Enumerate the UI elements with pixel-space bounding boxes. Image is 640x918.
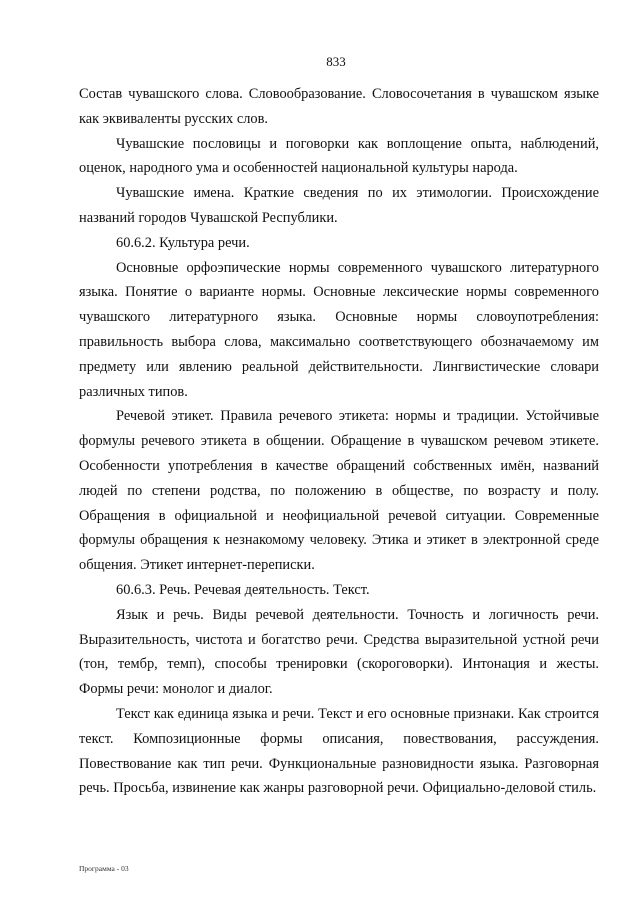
paragraph-names: Чувашские имена. Краткие сведения по их этимологии. Происхождение названий городов Чувашской Республики. [79, 185, 599, 226]
page-number: 833 [326, 54, 346, 69]
paragraph-word-formation: Состав чувашского слова. Словообразование. Словосочетания в чувашском языке как эквиваленты русских слов. [79, 86, 599, 127]
footer-note: Программа - 03 [79, 864, 129, 873]
paragraph-text-as-unit: Текст как единица языка и речи. Текст и его основные признаки. Как строится текст. Композиционные формы описания, повествования, рассуждения. Повествование как тип речи. Функциональные разновидности языка. Разговорная речь. Просьба, извинение как жанры разговорной речи. Официально-деловой стиль. [79, 705, 599, 797]
section-heading-speech-culture: 60.6.2. Культура речи. [116, 234, 250, 251]
paragraph-orthoepic-norms: Основные орфоэпические нормы современного чувашского литературного языка. Понятие о варианте нормы. Основные лексические нормы современного чувашского литературного языка. Основные нормы словоупотребления: правильность выбора слова, максимально соответствующего обозначаемому им предмету или явлению реальной действительности. Лингвистические словари различных типов. [79, 259, 599, 400]
paragraph-proverbs: Чувашские пословицы и поговорки как воплощение опыта, наблюдений, оценок, народного ума и особенностей национальной культуры народа. [79, 135, 599, 177]
document-body [79, 82, 599, 801]
paragraph-speech-etiquette: Речевой этикет. Правила речевого этикета: нормы и традиции. Устойчивые формулы речевого этикета в общении. Обращение в чувашском речевом этикете. Особенности употребления в качестве обращений собственных имён, названий людей по степени родства, по положению в обществе, по возрасту и полу. Обращения в официальной и неофициальной речевой ситуации. Современные формулы обращения к незнакомому человеку. Этика и этикет в электронной среде общения. Этикет интернет-переписки. [79, 408, 599, 574]
section-heading-speech-activity: 60.6.3. Речь. Речевая деятельность. Текст. [116, 581, 370, 598]
paragraph-language-and-speech: Язык и речь. Виды речевой деятельности. Точность и логичность речи. Выразительность, чистота и богатство речи. Средства выразительной устной речи (тон, тембр, темп), способы тренировки (скороговорки). Интонация и жесты. Формы речи: монолог и диалог. [79, 606, 599, 698]
